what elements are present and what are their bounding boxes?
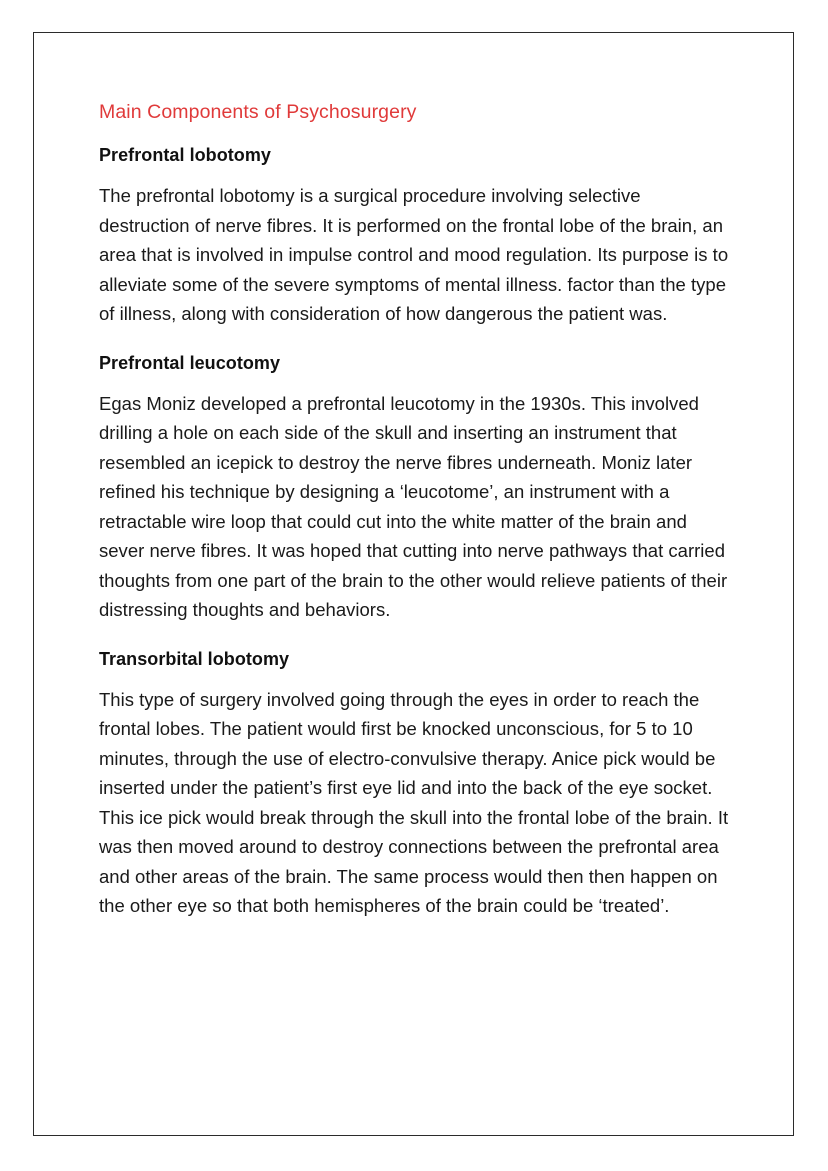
section-paragraph-prefrontal-leucotomy: Egas Moniz developed a prefrontal leucotomy in the 1930s. This involved drilling a hole on each side of the skull and inserting an instrument that resembled an icepick to destroy the nerve fibres underneath. Moniz later refined his technique by designing a ‘leucotome’, an instrument with a retractable wire loop that could cut into the white matter of the brain and sever nerve fibres. It was hoped that cutting into nerve pathways that carried thoughts from one part of the brain to the other would relieve patients of their distressing thoughts and behaviors. <box>99 392 728 620</box>
section-heading-prefrontal-lobotomy: Prefrontal lobotomy <box>99 145 271 165</box>
page-title: Main Components of Psychosurgery <box>99 101 417 123</box>
section-paragraph-prefrontal-lobotomy: The prefrontal lobotomy is a surgical procedure involving selective destruction of nerve fibres. It is performed on the frontal lobe of the brain, an area that is involved in impulse control and mood regulation. Its purpose is to alleviate some of the severe symptoms of mental illness. factor than the type of illness, along with consideration of how dangerous the patient was. <box>99 185 729 324</box>
document-page <box>33 32 794 1136</box>
section-heading-prefrontal-leucotomy: Prefrontal leucotomy <box>99 352 281 373</box>
section-paragraph-transorbital-lobotomy: This type of surgery involved going through the eyes in order to reach the frontal lobes. The patient would first be knocked unconscious, for 5 to 10 minutes, through the use of electro-convulsive therapy. Anice pick would be inserted under the patient’s first eye lid and into the back of the eye socket. This ice pick would break through the skull into the frontal lobe of the brain. It was then moved around to destroy connections between the prefrontal area and other areas of the brain. The same process would then then happen on the other eye so that both hemispheres of the brain could be ‘treated’. <box>99 688 729 916</box>
section-heading-transorbital-lobotomy: Transorbital lobotomy <box>99 648 290 669</box>
document-content <box>99 99 733 921</box>
